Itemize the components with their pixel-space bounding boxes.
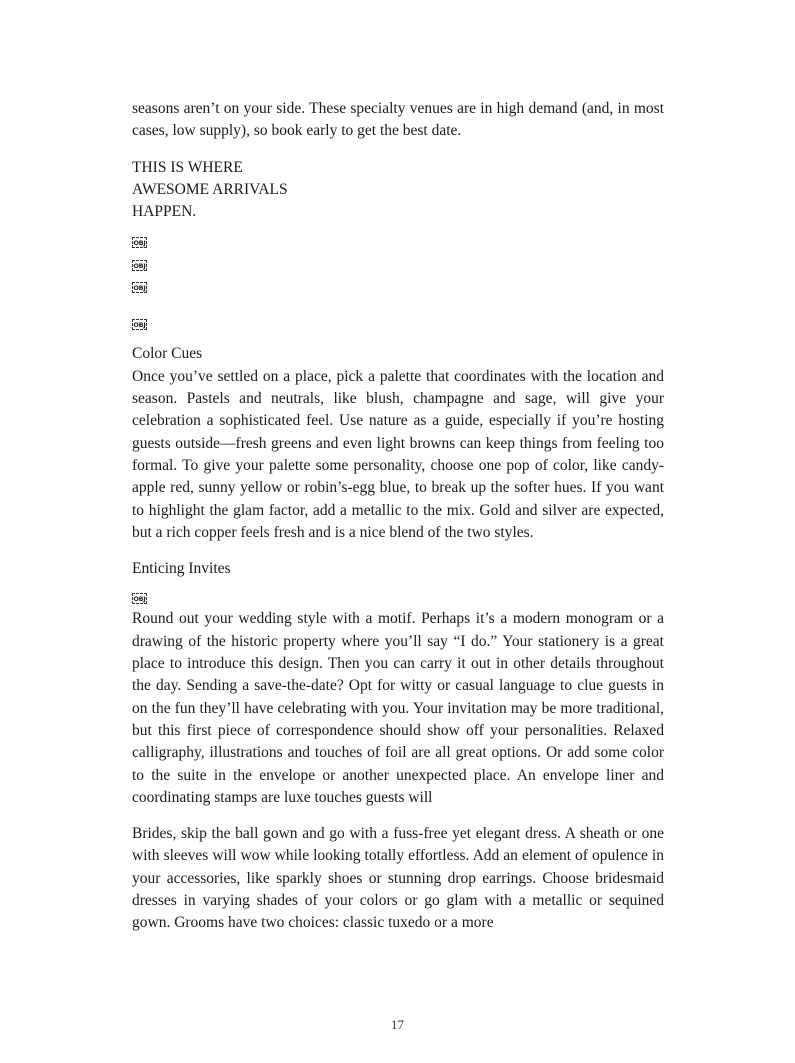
- callout-block: [132, 157, 664, 224]
- embedded-object-icon: OBJ: [133, 320, 146, 329]
- callout-line-3: HAPPEN.: [132, 203, 197, 221]
- page-number: 17: [391, 1017, 404, 1032]
- embedded-object-icon: OBJ: [133, 594, 146, 603]
- callout-line-1: THIS IS WHERE: [132, 158, 243, 176]
- color-cues-heading: Color Cues: [132, 345, 203, 363]
- page-content: [132, 98, 664, 935]
- color-cues-paragraph: Once you’ve settled on a place, pick a palette that coordinates with the location and season. Pastels and neutrals, like blush, champagne and sage, will give your celebration a sophisticated feel. Use nature as a guide, especially if you’re hosting guests outside—fresh greens and even light browns can keep things from feeling too formal. To give your palette some personality, choose one pop of color, like candy-apple red, sunny yellow or robin’s-egg blue, to break up the softer hues. If you want to highlight the glam factor, add a metallic to the mix. Gold and silver are expected, but a rich copper feels fresh and is a nice blend of the two styles.: [132, 367, 664, 541]
- intro-paragraph: seasons aren’t on your side. These specialty venues are in high demand (and, in most cases, low supply), so book early to get the best date.: [132, 100, 664, 140]
- object-placeholder-group: [132, 231, 664, 335]
- enticing-invites-heading: Enticing Invites: [132, 560, 231, 578]
- embedded-object-icon: OBJ: [133, 261, 146, 270]
- attire-paragraph: Brides, skip the ball gown and go with a fuss-free yet elegant dress. A sheath or one with sleeves will wow while looking totally effortless. Add an element of opulence in your accessories, like sparkly shoes or stunning drop earrings. Choose bridesmaid dresses in varying shades of your colors or go glam with a metallic or sequined gown. Grooms have two choices: classic tuxedo or a more: [132, 825, 664, 932]
- embedded-object-icon: OBJ: [133, 284, 146, 293]
- enticing-invites-paragraph: Round out your wedding style with a motif. Perhaps it’s a modern monogram or a drawing of the historic property where you’ll say “I do.” Your stationery is a great place to introduce this design. Then you can carry it out in other details throughout the day. Sending a save-the-date? Opt for witty or casual language to clue guests in on the fun they’ll have celebrating with you. Your invitation may be more traditional, but this first piece of correspondence should show off your personalities. Relaxed calligraphy, illustrations and touches of foil are all great options. Or add some color to the suite in the envelope or another unexpected place. An envelope liner and coordinating stamps are luxe touches guests will: [132, 610, 664, 806]
- embedded-object-icon: OBJ: [133, 239, 146, 248]
- callout-line-2: AWESOME ARRIVALS: [132, 180, 288, 198]
